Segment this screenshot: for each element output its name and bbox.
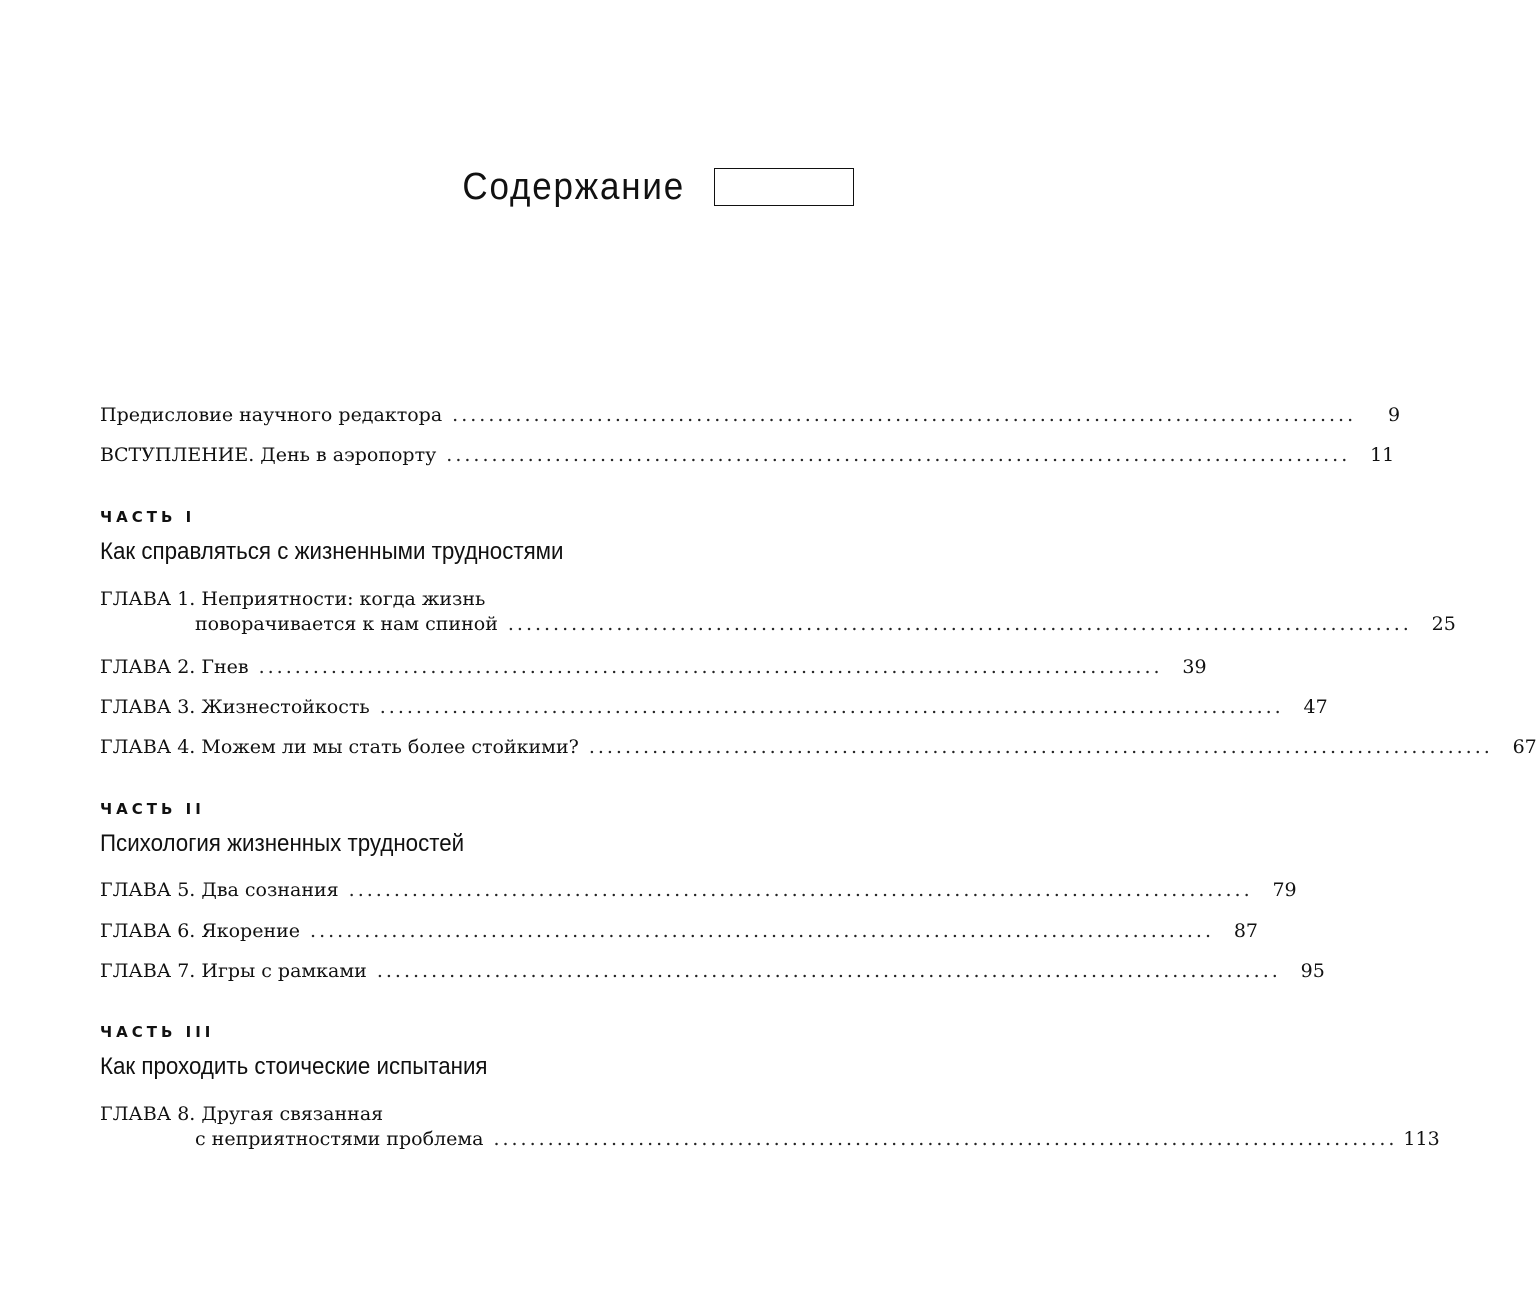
part-title: Как проходить стоические испытания <box>100 1053 488 1080</box>
toc-page-number: 87 <box>1233 920 1258 942</box>
toc-entry-title: ГЛАВА 3. Жизнестойкость <box>100 696 370 718</box>
dot-leader: .................................................................................................... <box>493 1128 1398 1150</box>
dot-leader: .................................................................................................... <box>376 960 1281 982</box>
dot-leader: .................................................................................................... <box>379 696 1284 718</box>
toc-entry-title: ГЛАВА 1. Неприятности: когда жизнь <box>100 588 486 610</box>
toc-page-number: 113 <box>1403 1128 1440 1150</box>
page-title: Содержание <box>462 166 685 208</box>
part-title: Как справляться с жизненными трудностями <box>100 538 564 565</box>
toc-entry[interactable] <box>100 1103 1440 1159</box>
toc-entry[interactable] <box>100 656 1207 682</box>
toc-entry-title: ВСТУПЛЕНИЕ. День в аэропорту <box>100 444 437 466</box>
toc-entry-title: ГЛАВА 6. Якорение <box>100 920 301 942</box>
part-title: Психология жизненных трудностей <box>100 830 465 857</box>
toc-entry-title: ГЛАВА 4. Можем ли мы стать более стойкими? <box>100 736 579 758</box>
toc-page-number: 39 <box>1182 656 1207 678</box>
toc-entry[interactable] <box>100 588 1456 644</box>
toc-entry-title: ГЛАВА 5. Два сознания <box>100 879 339 901</box>
dot-leader: .................................................................................................... <box>588 736 1493 758</box>
toc-entry[interactable] <box>100 736 1537 762</box>
toc-entry-title-continued: поворачивается к нам спиной <box>195 613 498 635</box>
toc-entry-title: Предисловие научного редактора <box>100 404 443 426</box>
dot-leader: .................................................................................................... <box>310 920 1214 942</box>
toc-entry[interactable] <box>100 960 1325 986</box>
toc-entry-title-continued: с неприятностями проблема <box>195 1128 484 1150</box>
toc-entry-title: ГЛАВА 8. Другая связанная <box>100 1103 384 1125</box>
dot-leader: .................................................................................................... <box>258 656 1163 678</box>
title-decoration-box <box>714 168 854 206</box>
toc-page-number: 9 <box>1388 404 1401 426</box>
toc-entry[interactable] <box>100 920 1258 946</box>
dot-leader: .................................................................................................... <box>507 613 1412 635</box>
toc-page-number: 11 <box>1370 444 1395 466</box>
dot-leader: .................................................................................................... <box>452 404 1357 426</box>
toc-entry-title: ГЛАВА 7. Игры с рамками <box>100 960 367 982</box>
toc-entry[interactable] <box>100 696 1328 722</box>
toc-entry-title: ГЛАВА 2. Гнев <box>100 656 249 678</box>
toc-page-number: 67 <box>1512 736 1537 758</box>
part-label: ЧАСТЬ I <box>100 508 196 526</box>
dot-leader: .................................................................................................... <box>348 879 1253 901</box>
toc-page-number: 47 <box>1303 696 1328 718</box>
dot-leader: .................................................................................................... <box>446 444 1351 466</box>
toc-page-number: 25 <box>1431 613 1456 635</box>
toc-entry[interactable] <box>100 879 1297 905</box>
part-label: ЧАСТЬ III <box>100 1023 215 1041</box>
toc-page-number: 95 <box>1300 960 1325 982</box>
toc-page-number: 79 <box>1272 879 1297 901</box>
part-label: ЧАСТЬ II <box>100 800 205 818</box>
toc-entry[interactable] <box>100 404 1401 430</box>
toc-entry[interactable] <box>100 444 1395 470</box>
